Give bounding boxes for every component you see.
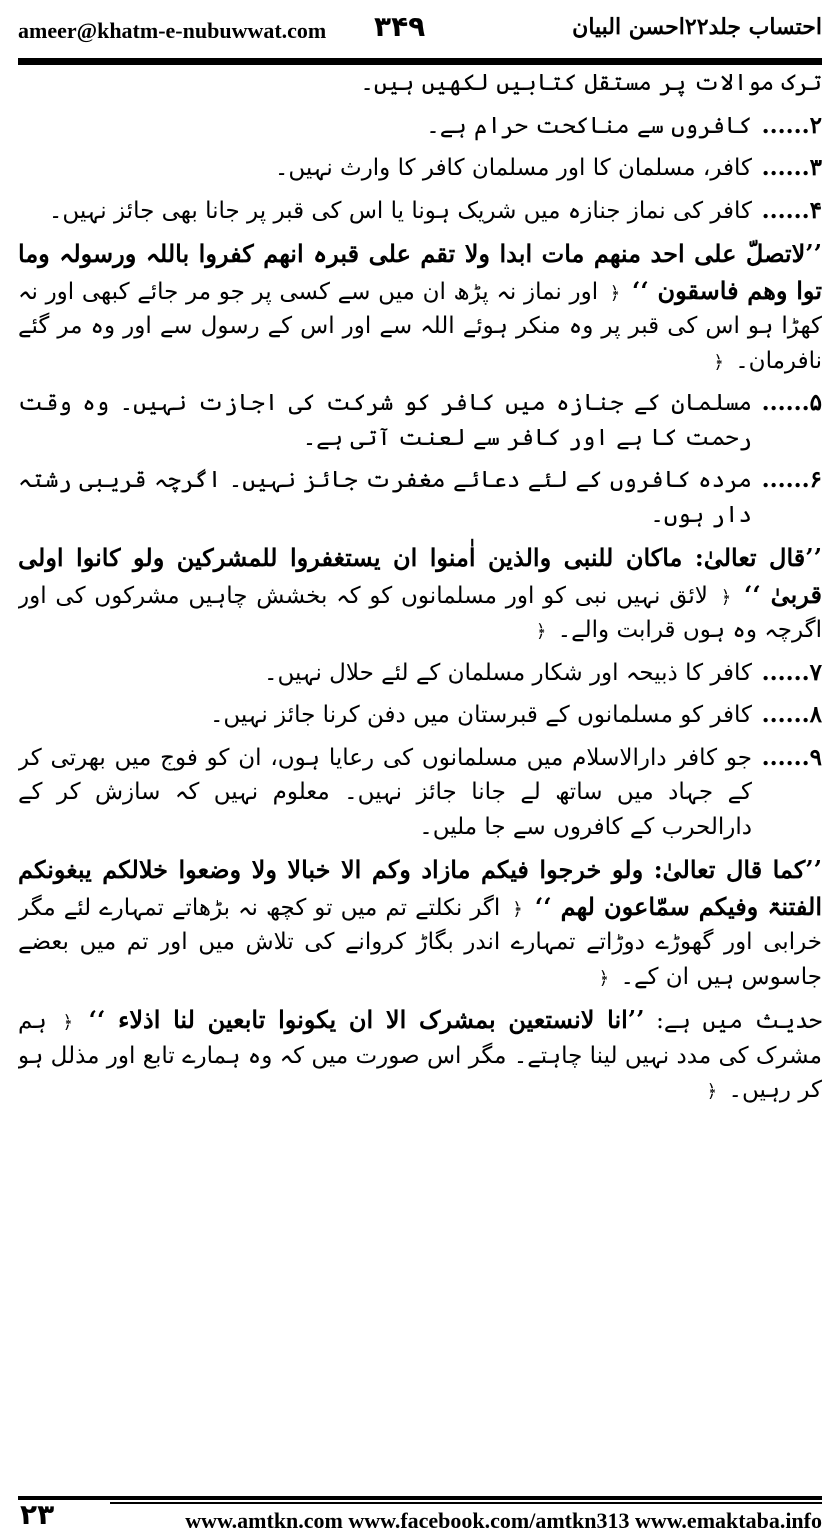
urdu-translation: لائق نہیں نبی کو اور مسلمانوں کو کہ بخشش چاہیں مشرکوں کی اور اگرچہ وہ ہوں قرابت والے۔ <box>18 582 822 643</box>
list-item <box>18 386 822 455</box>
header-book-title: احتساب جلد۲۲احسن البیان <box>572 14 822 40</box>
header-rule <box>18 58 822 65</box>
item-number: ۹...... <box>761 743 822 771</box>
urdu-translation: اگر نکلتے تم میں تو کچھ نہ بڑھاتے تمہارے لئے مگر خرابی اور گھوڑے دوڑاتے تمہارے اندر بگاڑ کروانے کی تلاش میں اور تم میں بعضے جاسوس ہیں ان کے۔ <box>18 894 822 990</box>
item-text: مردہ کافروں کے لئے دعائے مغفرت جائز نہیں۔ اگرچہ قریبی رشتہ دار ہوں۔ <box>18 467 752 528</box>
list-item <box>18 194 822 229</box>
ornament-bracket-open: ﴿ <box>512 898 523 920</box>
ornament-bracket-close: ﴿ <box>706 1081 718 1102</box>
item-number: ۸...... <box>761 701 822 728</box>
list-item <box>18 109 822 144</box>
hadith-quote <box>18 1002 822 1108</box>
page-header <box>0 0 840 66</box>
footer-page-number: ۲۳ <box>20 1498 55 1531</box>
header-page-number: ۳۴۹ <box>374 10 426 43</box>
urdu-translation: اور نماز نہ پڑھ ان میں سے کسی پر جو مر جائے کبھی اور نہ کھڑا ہو اس کی قبر پر وہ منکر ہوئے اللہ سے اور اس کے رسول سے اور وہ مر گئے نافرمان۔ <box>18 278 822 374</box>
ornament-bracket-open: ﴿ <box>720 586 732 608</box>
item-number: ۵...... <box>761 389 822 416</box>
list-item <box>18 151 822 186</box>
item-text: کافر کو مسلمانوں کے قبرستان میں دفن کرنا جائز نہیں۔ <box>209 702 752 728</box>
item-text: مسلمان کے جنازہ میں کافر کو شرکت کی اجازت نہیں۔ وہ وقت رحمت کا ہے اور کافر سے لعنت آتی ہے۔ <box>18 390 752 451</box>
header-email: ameer@khatm-e-nubuwwat.com <box>18 18 327 43</box>
urdu-translation: ہم مشرک کی مدد نہیں لینا چاہتے۔ مگر اس صورت میں کہ وہ ہمارے تابع اور مذلل ہو کر رہیں۔ <box>18 1008 822 1103</box>
list-item <box>18 463 822 532</box>
item-text: کافر کی نماز جنازہ میں شریک ہونا یا اس کی قبر پر جانا بھی جائز نہیں۔ <box>48 197 752 224</box>
arabic-verse: ’’لاتصلّ علی احد منھم مات ابدا ولا تقم علی قبرہ انھم کفروا باللہ ورسولہ وما توا وھم فاسقون ‘‘ <box>18 239 822 305</box>
item-text: جو کافر دارالاسلام میں مسلمانوں کی رعایا ہوں، ان کو فوج میں بھرتی کر کے جہاد میں ساتھ لے جانا جائز نہیں۔ معلوم نہیں کہ سازش کر کے دارالحرب کے کافروں سے جا ملیں۔ <box>18 744 752 840</box>
quran-quote-1 <box>18 236 822 378</box>
ornament-bracket-close: ﴿ <box>598 967 610 989</box>
ornament-bracket-close: ﴿ <box>713 351 724 373</box>
ornament-bracket-close: ﴿ <box>535 621 547 642</box>
arabic-hadith: ’’انا لانستعین بمشرک الا ان یکونوا تابعین لنا اذلاء ‘‘ <box>88 1005 645 1034</box>
list-item <box>18 741 822 845</box>
ornament-bracket-open: ﴿ <box>62 1012 73 1033</box>
list-item <box>18 656 822 691</box>
page-footer <box>0 1486 840 1540</box>
hadith-intro: حدیث میں ہے: <box>656 1008 822 1034</box>
footer-rule-thin <box>110 1502 822 1504</box>
quran-quote-3 <box>18 852 822 994</box>
ornament-bracket-open: ﴿ <box>609 282 621 304</box>
footer-links: www.amtkn.com www.facebook.com/amtkn313 www.emaktaba.info <box>185 1508 822 1533</box>
item-number: ۴...... <box>761 196 822 224</box>
item-number: ۲...... <box>761 111 822 139</box>
footer-rule <box>18 1496 822 1500</box>
item-text: کافر، مسلمان کا اور مسلمان کافر کا وارث نہیں۔ <box>274 155 752 181</box>
page-body <box>18 66 822 1476</box>
item-text: کافروں سے مناکحت حرام ہے۔ <box>426 112 752 139</box>
item-number: ۳...... <box>761 154 822 181</box>
quran-quote-2 <box>18 540 822 648</box>
item-number: ۷...... <box>761 658 822 686</box>
list-item <box>18 698 822 733</box>
arabic-verse: ’’قال تعالیٰ: ماکان للنبی والذین اٰمنوا ان یستغفروا للمشرکین ولو کانوا اولی قربیٰ ‘‘ <box>18 543 822 609</box>
item-number: ۶...... <box>761 466 822 493</box>
arabic-verse: ’’کما قال تعالیٰ: ولو خرجوا فیکم مازاد وکم الا خبالا ولا وضعوا خلالکم یبغونکم الفتنۃ وفیکم سمّاعون لھم ‘‘ <box>18 855 822 921</box>
item-text: کافر کا ذبیحہ اور شکار مسلمان کے لئے حلال نہیں۔ <box>264 659 752 686</box>
paragraph-intro: ترک موالات پر مستقل کتابیں لکھیں ہیں۔ <box>360 70 822 96</box>
